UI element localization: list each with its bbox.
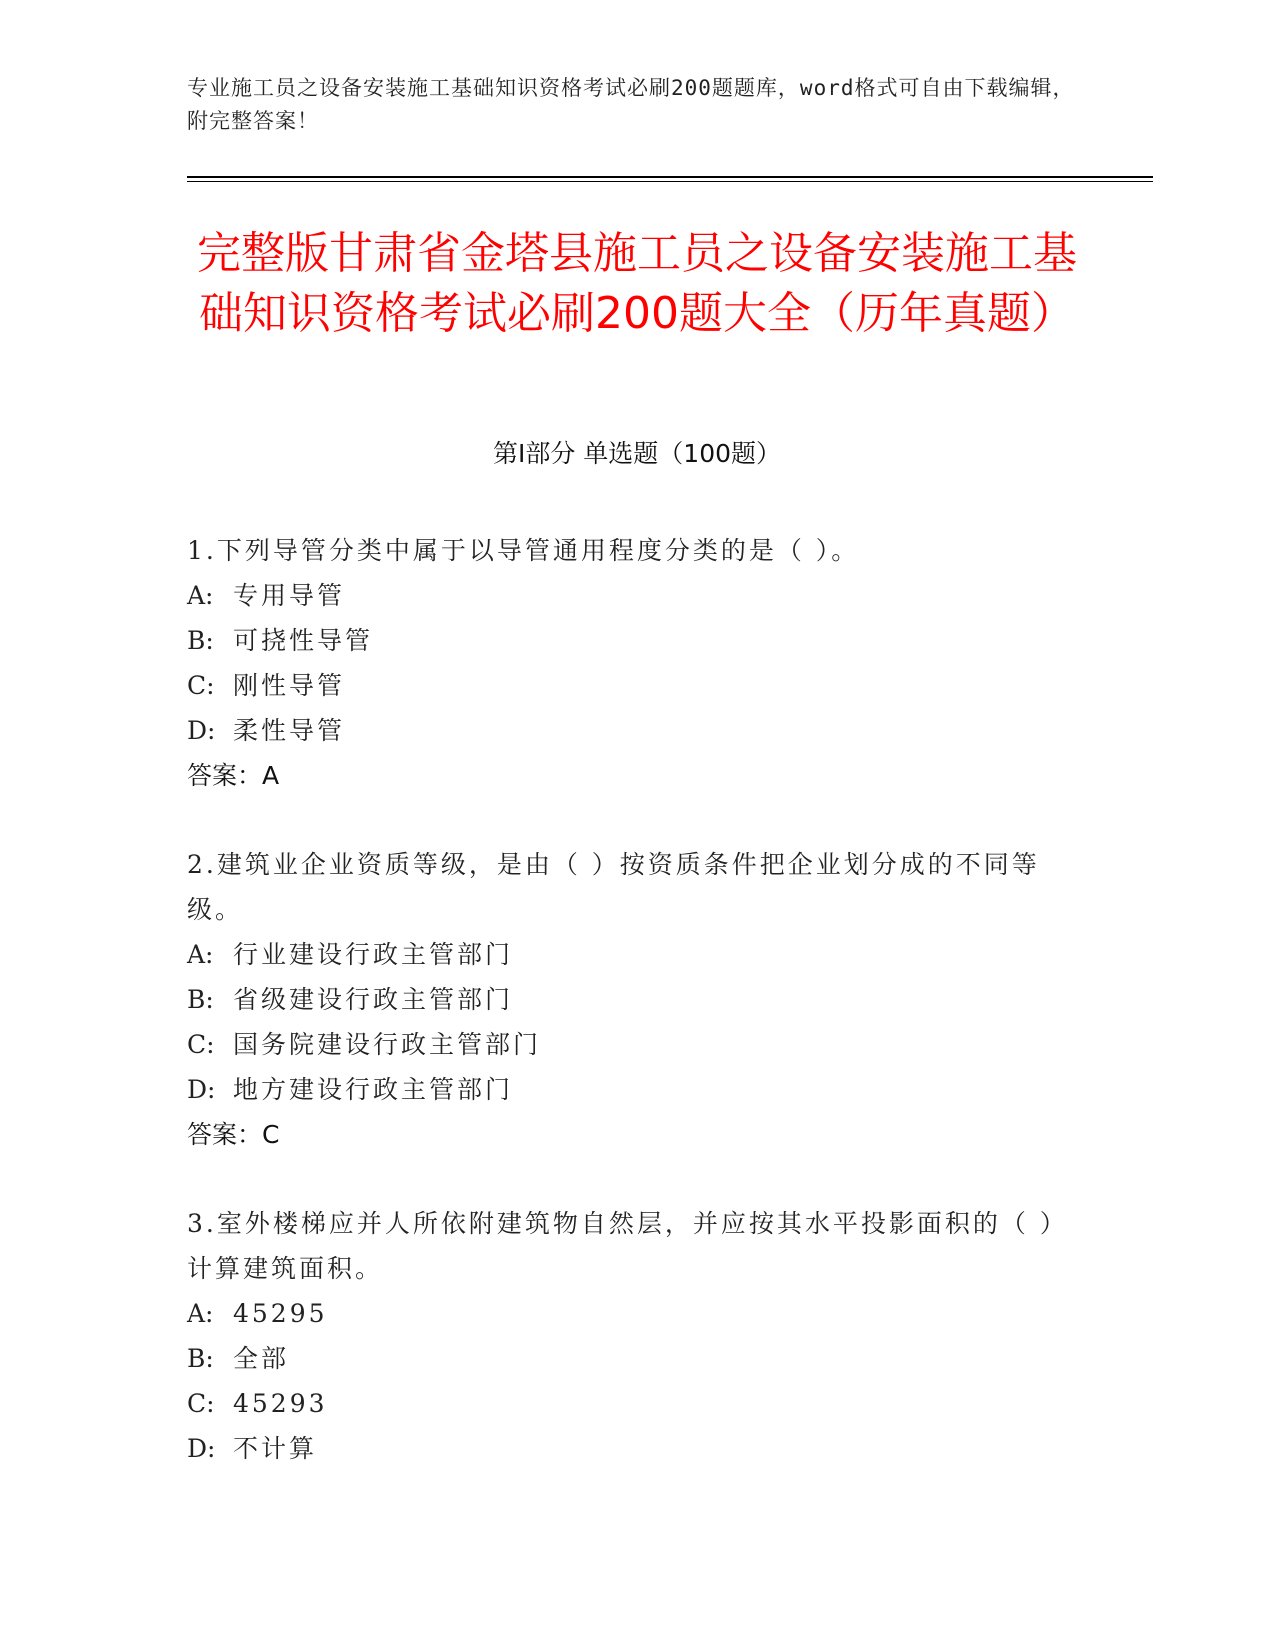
option-letter: B:: [187, 626, 214, 655]
question-list: [187, 528, 1087, 1515]
option-letter: C:: [187, 1389, 215, 1418]
option-letter: C:: [187, 671, 215, 700]
option-text: 可挠性导管: [233, 626, 374, 655]
option-a: [187, 932, 1087, 977]
option-text: 45295: [233, 1299, 328, 1328]
option-letter: B:: [187, 1344, 214, 1373]
option-d: [187, 708, 1087, 753]
header-note: 专业施工员之设备安装施工基础知识资格考试必刷200题题库，word格式可自由下载编辑，附完整答案！: [187, 76, 1075, 133]
option-b: [187, 618, 1087, 663]
document-title: 完整版甘肃省金塔县施工员之设备安装施工基础知识资格考试必刷200题大全（历年真题）: [197, 228, 1077, 339]
option-letter: C:: [187, 1030, 215, 1059]
answer-line: 答案：A: [187, 761, 280, 790]
question-2: [187, 842, 1087, 1157]
header-divider: [187, 176, 1153, 182]
option-letter: A:: [187, 1299, 214, 1328]
option-text: 行业建设行政主管部门: [233, 940, 514, 969]
option-c: [187, 1381, 1087, 1426]
option-b: [187, 977, 1087, 1022]
option-b: [187, 1336, 1087, 1381]
option-a: [187, 573, 1087, 618]
option-text: 专用导管: [233, 581, 346, 610]
question-1: [187, 528, 1087, 798]
question-stem: 2.建筑业企业资质等级，是由（ ）按资质条件把企业划分成的不同等级。: [187, 850, 1040, 924]
answer-line: 答案：C: [187, 1120, 280, 1149]
option-letter: A:: [187, 940, 214, 969]
option-d: [187, 1426, 1087, 1471]
question-stem: 3.室外楼梯应并人所依附建筑物自然层，并应按其水平投影面积的（ ）计算建筑面积。: [187, 1209, 1068, 1283]
option-c: [187, 663, 1087, 708]
option-text: 45293: [233, 1389, 328, 1418]
option-text: 全部: [233, 1344, 290, 1373]
question-stem: 1.下列导管分类中属于以导管通用程度分类的是（ ）。: [187, 536, 860, 565]
option-letter: D:: [187, 1434, 216, 1463]
option-text: 省级建设行政主管部门: [233, 985, 514, 1014]
question-3: [187, 1201, 1087, 1471]
option-letter: A:: [187, 581, 214, 610]
option-text: 刚性导管: [233, 671, 346, 700]
option-a: [187, 1291, 1087, 1336]
option-text: 地方建设行政主管部门: [233, 1075, 514, 1104]
option-d: [187, 1067, 1087, 1112]
option-letter: D:: [187, 716, 216, 745]
section-heading: 第Ⅰ部分 单选题（100题）: [492, 439, 782, 468]
option-text: 国务院建设行政主管部门: [233, 1030, 542, 1059]
option-letter: D:: [187, 1075, 216, 1104]
option-c: [187, 1022, 1087, 1067]
option-letter: B:: [187, 985, 214, 1014]
option-text: 不计算: [233, 1434, 318, 1463]
option-text: 柔性导管: [233, 716, 346, 745]
